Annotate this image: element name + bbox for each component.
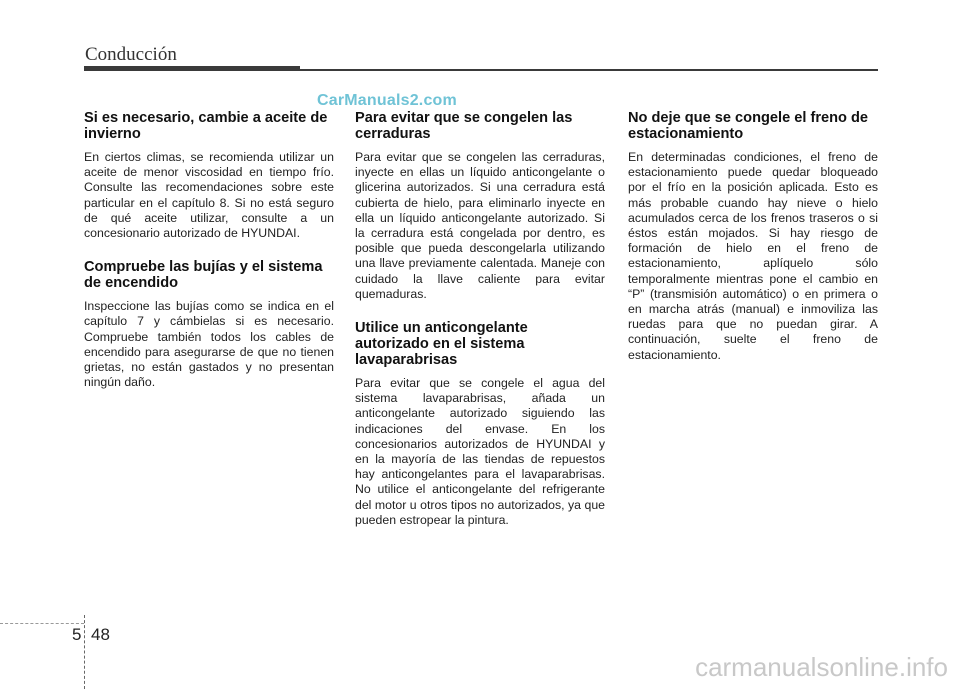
column-2 <box>355 110 605 546</box>
column-1 <box>84 110 334 408</box>
section-body: Para evitar que se congele el agua del sistema lavaparabrisas, añada un anticongelante autorizado siguiendo las indicaciones del envase. En los concesionarios autorizados de HYUNDAI y en la mayoría de las tiendas de repuestos hay anticongelantes para el lavaparabrisas. No utilice el anticongelante del refrigerante del motor u otros tipos no autorizados, ya que pueden estropear la pintura. <box>355 376 605 527</box>
column-3 <box>628 110 878 381</box>
section-body: En determinadas condiciones, el freno de estacionamiento puede quedar bloqueado por el frío en la posición aplicada. Esto es más probable cuando hay nieve o hielo acumulados cerca de los frenos traseros o si éstos están mojados. Si hay riesgo de formación de hielo en el freno de estacionamiento, aplíquelo sólo temporalmente mientras pone el cambio en “P” (transmisión automático) o en primera o en marcha atrás (manual) e inmoviliza las ruedas para que no puedan girar. A continuación, suelte el freno de estacionamiento. <box>628 150 878 362</box>
chapter-number: 5 <box>72 625 82 644</box>
section-heading: Para evitar que se congelen las cerraduras <box>355 110 573 142</box>
footer-rule <box>0 623 84 624</box>
section-heading: Si es necesario, cambie a aceite de invierno <box>84 110 328 142</box>
footer-watermark-link[interactable]: carmanualsonline.info <box>695 652 948 682</box>
section-heading: Utilice un anticongelante autorizado en el sistema lavaparabrisas <box>355 320 528 369</box>
section-heading: No deje que se congele el freno de estacionamiento <box>628 110 869 142</box>
section-heading: Compruebe las bujías y el sistema de encendido <box>84 259 323 292</box>
section-body: Inspeccione las bujías como se indica en el capítulo 7 y cámbielas si es necesario. Compruebe también todos los cables de encendido para asegurarse de que no tienen grietas, no están gastados y no presentan ningún daño. <box>84 299 334 390</box>
chapter-title: Conducción <box>85 44 177 65</box>
header-rule-thick <box>84 66 300 71</box>
page-number: 48 <box>91 625 110 644</box>
footer-divider <box>84 615 85 689</box>
header-rule-thin <box>300 69 878 71</box>
section-body: Para evitar que se congelen las cerraduras, inyecte en ellas un líquido anticongelante o glicerina autorizados. Si una cerradura está cubierta de hielo, para eliminarlo inyecte en ella un líquido anticongelante autorizado. Si la cerradura está congelada por dentro, es posible que pueda descongelarla utilizando una llave previamente calentada. Maneje con cuidado la llave caliente para evitar quemaduras. <box>355 150 605 301</box>
section-body: En ciertos climas, se recomienda utilizar un aceite de menor viscosidad en tiempo frío. Consulte las recomendaciones sobre este particular en el capítulo 8. Si no está seguro de qué aceite utilizar, consulte a un concesionario autorizado de HYUNDAI. <box>84 150 334 241</box>
watermark-link[interactable]: CarManuals2.com <box>317 92 457 109</box>
